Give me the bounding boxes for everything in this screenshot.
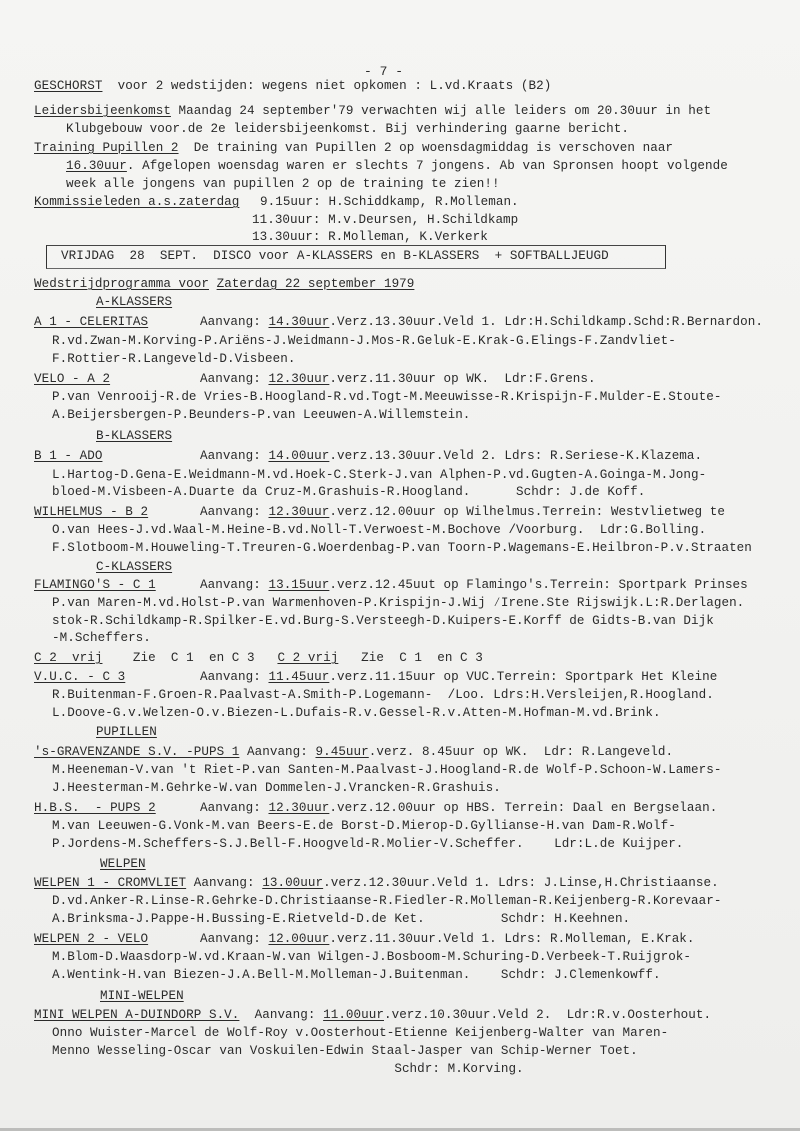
match-time: 13.15uur [268,578,330,592]
match-time: 12.30uur [268,372,330,386]
player-list: M.Blom-D.Waasdorp-W.vd.Kraan-W.van Wilgen-J.Bosboom-M.Schuring-D.Verbeek-T.Ruijgrok- [52,950,692,964]
match-header: V.U.C. - C 3 Aanvang: 11.45uur.verz.11.15uur op VUC.Terrein: Sportpark Het Kleine [34,670,718,684]
match-time: 12.30uur [268,801,330,815]
player-list: M.Heeneman-V.van 't Riet-P.van Santen-M.Paalvast-J.Hoogland-R.de Wolf-P.Schoon-W.Lamers- [52,763,722,777]
match-header: A 1 - CELERITAS Aanvang: 14.30uur.Verz.13.30uur.Veld 1. Ldr:H.Schildkamp.Schd:R.Bernardon. [34,315,763,329]
player-list: R.vd.Zwan-M.Korving-P.Ariëns-J.Weidmann-J.Mos-R.Geluk-E.Krak-G.Elings-F.Zandvliet- [52,334,676,348]
player-list: P.van Maren-M.vd.Holst-P.van Warmenhoven-P.Krispijn-J.Wij ⁄Irene.Ste Rijswijk.L:R.Derlagen. [52,596,745,610]
match-title: 's-GRAVENZANDE S.V. -PUPS 1 [34,745,240,759]
player-list: M.van Leeuwen-G.Vonk-M.van Beers-E.de Borst-D.Mierop-D.Gyllianse-H.van Dam-R.Wolf- [52,819,676,833]
match-time: 11.45uur [268,670,330,684]
match-time: 11.00uur [323,1008,384,1022]
player-list: Onno Wuister-Marcel de Wolf-Roy v.Oosterhout-Etienne Keijenberg-Walter van Maren- [52,1026,669,1040]
match-header: B 1 - ADO Aanvang: 14.00uur.verz.13.30uur.Veld 2. Ldrs: R.Seriese-K.Klazema. [34,449,703,463]
player-list: O.van Hees-J.vd.Waal-M.Heine-B.vd.Noll-T.Verwoest-M.Bochove /Voorburg. Ldr:G.Bolling. [52,523,707,537]
player-list: F.Slotboom-M.Houweling-T.Treuren-G.Woerdenbag-P.van Toorn-P.Wagemans-E.Heilbron-P.v.Straaten [52,541,752,555]
disco-banner [46,245,666,269]
section-heading-a-klassers: A-KLASSERS [96,295,173,309]
section-heading-welpen: WELPEN [100,857,146,871]
program-title: Wedstrijdprogramma voor Zaterdag 22 september 1979 [34,277,415,291]
notice-kommissieleden [34,194,239,210]
player-list: P.Jordens-M.Scheffers-S.J.Bell-F.Hoogveld-R.Molier-V.Scheffer. Ldr:L.de Kuijper. [52,837,684,851]
player-list: A.Wentink-H.van Biezen-J.A.Bell-M.Molleman-J.Buitenman. Schdr: J.Clemenkowff. [52,968,661,982]
page-number: - 7 - [364,64,404,79]
notice-training: Training Pupillen 2 De training van Pupillen 2 op woensdagmiddag is verschoven naar [34,141,674,155]
kommissie-slot: 13.30uur: R.Molleman, K.Verkerk [252,230,488,244]
match-title: VELO - A 2 [34,372,111,386]
match-time: 9.45uur [315,745,369,759]
notice-text: Klubgebouw voor.de 2e leidersbijeenkomst. Bij verhindering gaarne bericht. [66,122,629,136]
match-header: FLAMINGO'S - C 1 Aanvang: 13.15uur.verz.12.45uut op Flamingo's.Terrein: Sportpark Prinses [34,578,748,592]
match-header: 's-GRAVENZANDE S.V. -PUPS 1 Aanvang: 9.45uur.verz. 8.45uur op WK. Ldr: R.Langeveld. [34,745,674,759]
notice-label: GESCHORST [34,79,103,93]
match-time: 12.00uur [268,932,330,946]
player-list: J.Heesterman-M.Gehrke-W.van Dommelen-J.Vrancken-R.Grashuis. [52,781,501,795]
section-heading-b-klassers: B-KLASSERS [96,429,173,443]
match-header: VELO - A 2 Aanvang: 12.30uur.verz.11.30uur op WK. Ldr:F.Grens. [34,372,596,386]
notice-label: Leidersbijeenkomst [34,104,171,118]
player-list: F.Rottier-R.Langeveld-D.Visbeen. [52,352,296,366]
match-title: FLAMINGO'S - C 1 [34,578,156,592]
player-list: L.Doove-G.v.Welzen-O.v.Biezen-L.Dufais-R.v.Gessel-R.v.Atten-M.Hofman-M.vd.Brink. [52,706,661,720]
player-list: P.van Venrooij-R.de Vries-B.Hoogland-R.vd.Togt-M.Meeuwisse-R.Krispijn-F.Mulder-E.Stoute- [52,390,722,404]
vrij-line: C 2 vrij Zie C 1 en C 3 C 2 vrij Zie C 1 en C 3 [34,651,483,665]
section-heading-mini-welpen: MINI-WELPEN [100,989,184,1003]
player-list: A.Brinksma-J.Pappe-H.Bussing-E.Rietveld-D.de Ket. Schdr: H.Keehnen. [52,912,631,926]
notice-text: week alle jongens van pupillen 2 op de training te zien!! [66,177,500,191]
banner-text: VRIJDAG 28 SEPT. DISCO voor A-KLASSERS en B-KLASSERS + SOFTBALLJEUGD [61,249,609,263]
match-header: WILHELMUS - B 2 Aanvang: 12.30uur.verz.12.00uur op Wilhelmus.Terrein: Westvlietweg te [34,505,725,519]
match-header: WELPEN 2 - VELO Aanvang: 12.00uur.verz.11.30uur.Veld 1. Ldrs: R.Molleman, E.Krak. [34,932,695,946]
match-title: A 1 - CELERITAS [34,315,149,329]
player-list: stok-R.Schildkamp-R.Spilker-E.vd.Burg-S.Versteegh-D.Kuipers-E.Korff de Gidts-B.van Dijk [52,614,714,628]
player-list: D.vd.Anker-R.Linse-R.Gehrke-D.Christiaanse-R.Fiedler-R.Molleman-R.Keijenberg-R.Korevaar- [52,894,722,908]
section-heading-pupillen: PUPILLEN [96,725,157,739]
notice-text: 16.30uur. Afgelopen woensdag waren er slechts 7 jongens. Ab van Spronsen hoopt volgende [66,159,728,173]
match-title: B 1 - ADO [34,449,103,463]
kommissie-slot: 11.30uur: M.v.Deursen, H.Schildkamp [252,213,519,227]
match-title: H.B.S. - PUPS 2 [34,801,156,815]
match-title: WELPEN 2 - VELO [34,932,149,946]
player-list: R.Buitenman-F.Groen-R.Paalvast-A.Smith-P.Logemann- /Loo. Ldrs:H.Versleijen,R.Hoogland. [52,688,714,702]
player-list: Menno Wesseling-Oscar van Voskuilen-Edwin Staal-Jasper van Schip-Werner Toet. [52,1044,638,1058]
match-title: WELPEN 1 - CROMVLIET [34,876,187,890]
match-title: V.U.C. - C 3 [34,670,126,684]
match-title: WILHELMUS - B 2 [34,505,149,519]
player-list: bloed-M.Visbeen-A.Duarte da Cruz-M.Grashuis-R.Hoogland. Schdr: J.de Koff. [52,485,646,499]
kommissie-slot: 9.15uur: H.Schiddkamp, R.Molleman. [260,195,519,209]
match-header: H.B.S. - PUPS 2 Aanvang: 12.30uur.verz.12.00uur op HBS. Terrein: Daal en Bergselaan. [34,801,718,815]
player-list: Schdr: M.Korving. [52,1062,524,1076]
match-time: 14.00uur [268,449,330,463]
player-list: -M.Scheffers. [52,631,151,645]
notice-geschorst: GESCHORST voor 2 wedstijden: wegens niet opkomen : L.vd.Kraats (B2) [34,79,552,93]
notice-label: Kommissieleden a.s.zaterdag [34,195,240,209]
notice-leidersbijeenkomst: Leidersbijeenkomst Maandag 24 september'79 verwachten wij alle leiders om 20.30uur in het [34,104,712,118]
match-time: 14.30uur [268,315,330,329]
match-header: MINI WELPEN A-DUINDORP S.V. Aanvang: 11.00uur.verz.10.30uur.Veld 2. Ldr:R.v.Oosterhout. [34,1008,712,1022]
match-title: MINI WELPEN A-DUINDORP S.V. [34,1008,240,1022]
notice-label: Training Pupillen 2 [34,141,179,155]
player-list: L.Hartog-D.Gena-E.Weidmann-M.vd.Hoek-C.Sterk-J.van Alphen-P.vd.Gugten-A.Goinga-M.Jong- [52,468,707,482]
match-time: 12.30uur [268,505,330,519]
section-heading-c-klassers: C-KLASSERS [96,560,173,574]
player-list: A.Beijersbergen-P.Beunders-P.van Leeuwen-A.Willemstein. [52,408,471,422]
match-time: 13.00uur [262,876,324,890]
match-header: WELPEN 1 - CROMVLIET Aanvang: 13.00uur.verz.12.30uur.Veld 1. Ldrs: J.Linse,H.Christiaanse. [34,876,719,890]
